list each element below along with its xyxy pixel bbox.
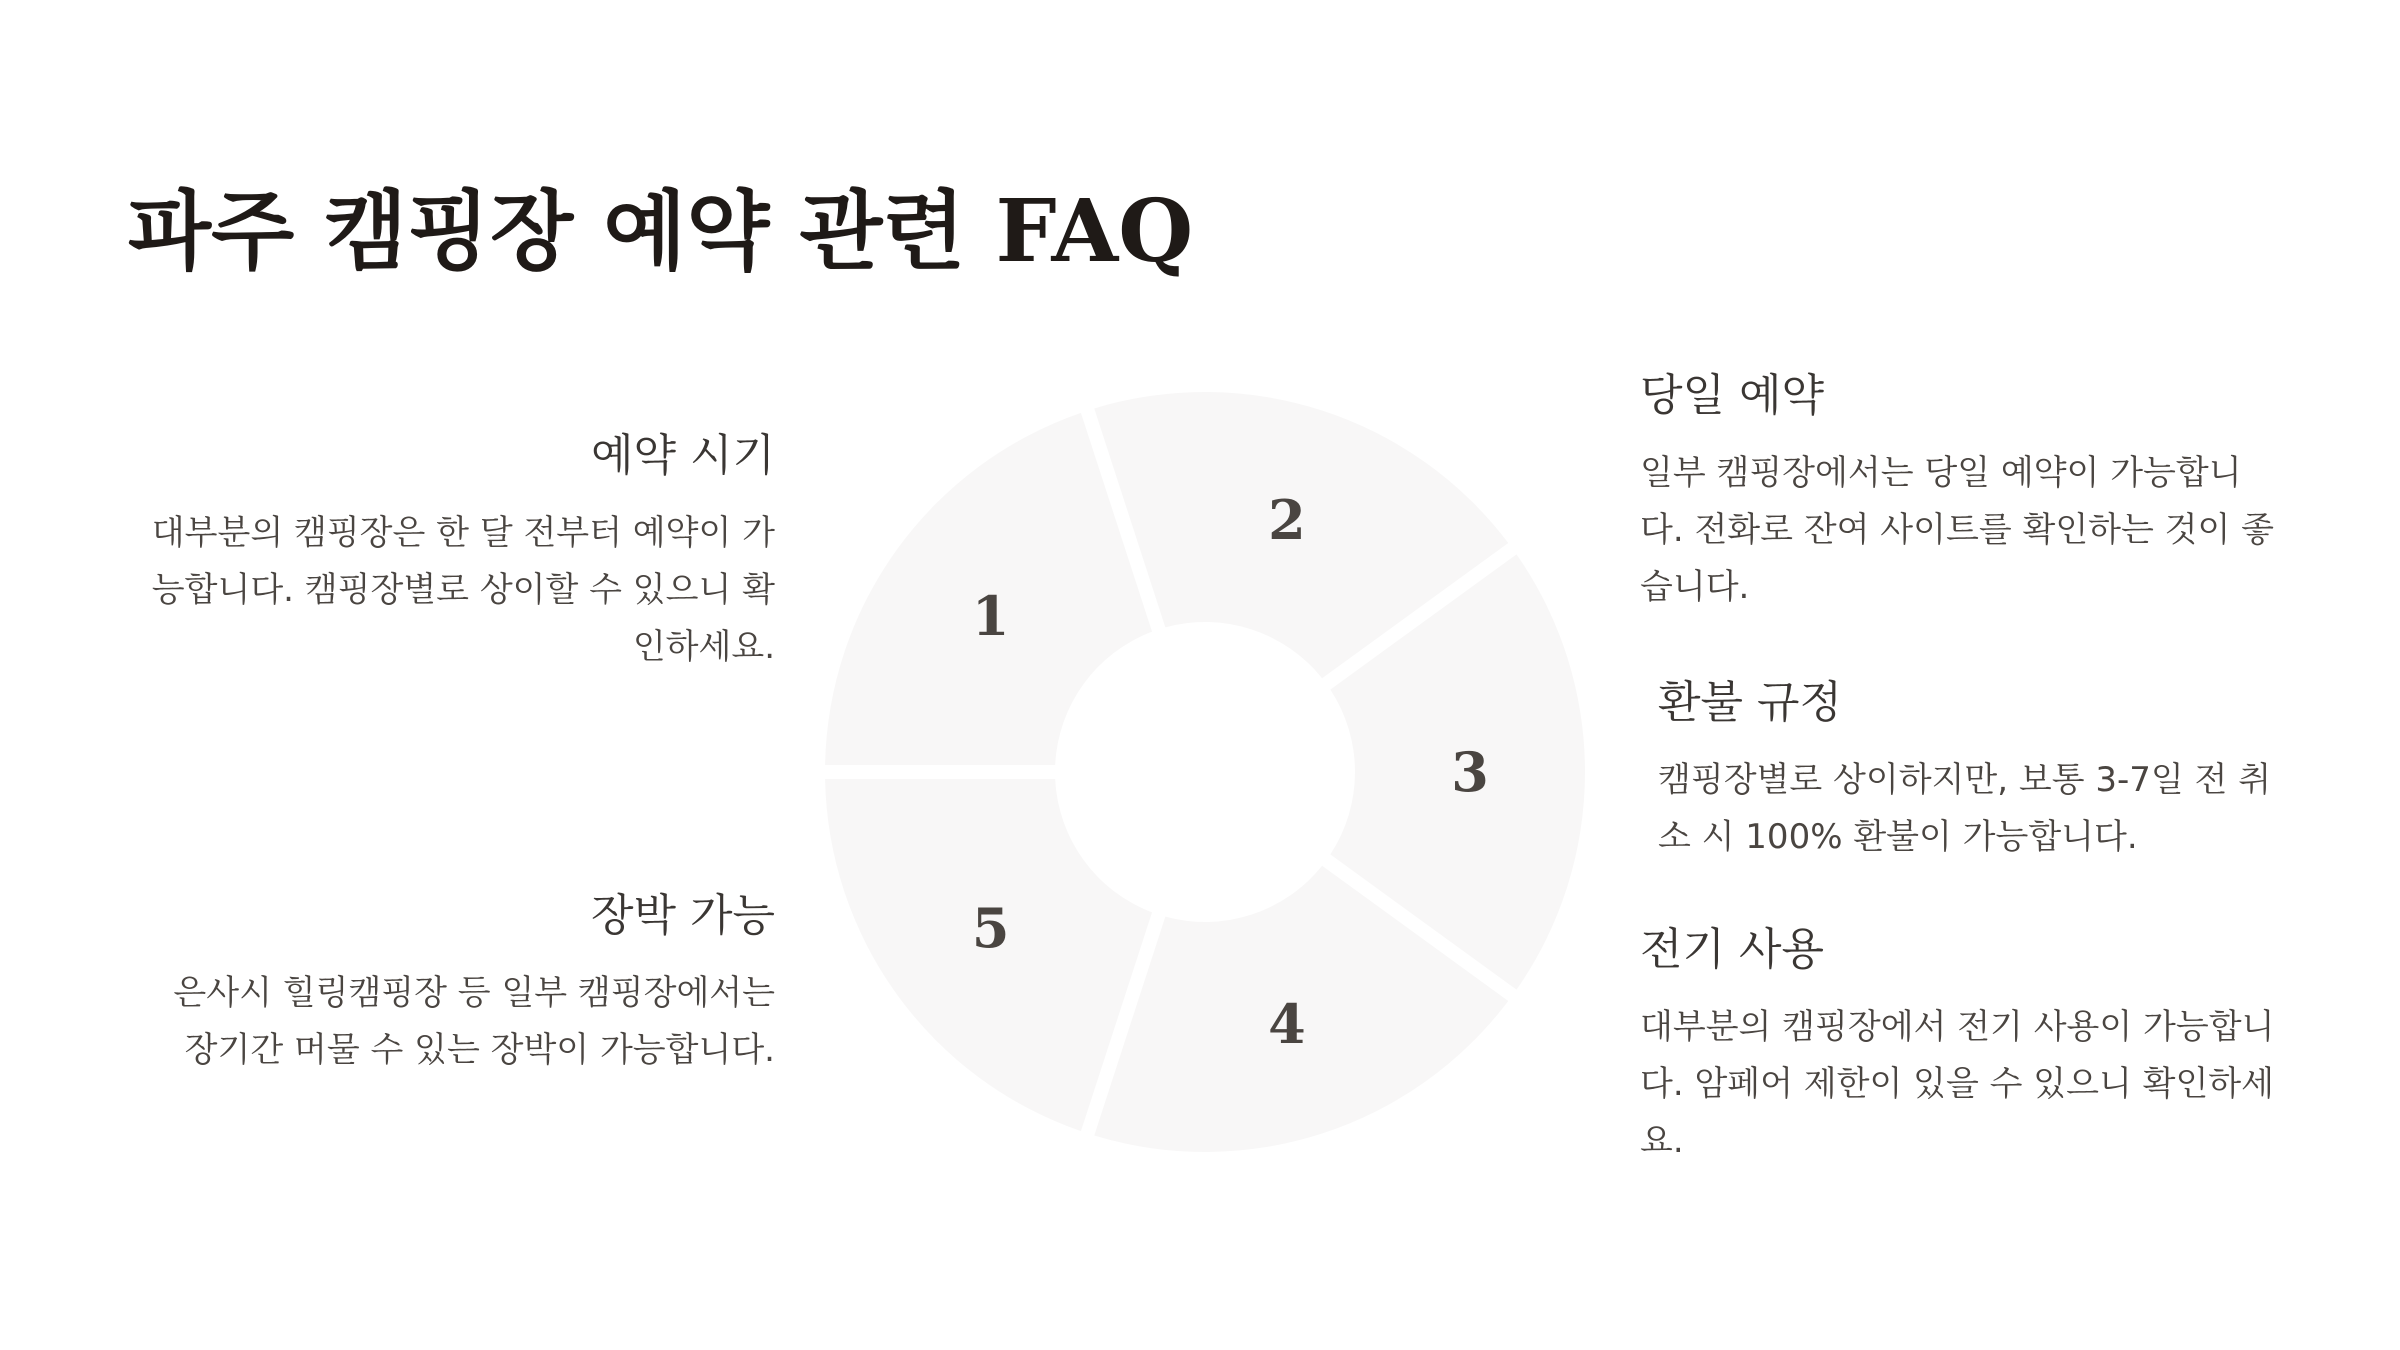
- faq-item-text: 대부분의 캠핑장은 한 달 전부터 예약이 가능합니다. 캠핑장별로 상이할 수 있으니 확인하세요.: [151, 513, 775, 667]
- faq-item-heading: 예약 시기: [590, 430, 775, 481]
- faq-item-4: [1640, 922, 2280, 1170]
- faq-item-text: 대부분의 캠핑장에서 전기 사용이 가능합니다. 암페어 제한이 있을 수 있으니 확인하세요.: [1640, 1007, 2275, 1161]
- faq-item-2: [1640, 368, 2280, 616]
- faq-item-text: 은사시 힐링캠핑장 등 일부 캠핑장에서는 장기간 머물 수 있는 장박이 가능합니다.: [173, 973, 775, 1070]
- wheel-segment-number: 4: [1268, 992, 1306, 1057]
- wheel-segment-number: 1: [971, 584, 1010, 649]
- wheel-segment-number: 5: [971, 895, 1010, 960]
- faq-item-5: [135, 888, 775, 1079]
- wheel-segment-number: 3: [1451, 740, 1489, 804]
- faq-item-1: [135, 428, 775, 676]
- wheel-segment-number: 2: [1268, 487, 1306, 552]
- faq-item-3: [1658, 675, 2278, 866]
- faq-item-heading: 장박 가능: [590, 890, 775, 941]
- faq-item-heading: 환불 규정: [1658, 677, 1843, 728]
- faq-item-text: 일부 캠핑장에서는 당일 예약이 가능합니다. 전화로 잔여 사이트를 확인하는 것이 좋습니다.: [1640, 453, 2274, 607]
- faq-item-text: 캠핑장별로 상이하지만, 보통 3-7일 전 취소 시 100% 환불이 가능합니다.: [1658, 760, 2272, 857]
- faq-item-heading: 당일 예약: [1640, 370, 1825, 421]
- faq-item-heading: 전기 사용: [1640, 924, 1825, 975]
- page-title: 파주 캠핑장 예약 관련 FAQ: [128, 181, 1194, 282]
